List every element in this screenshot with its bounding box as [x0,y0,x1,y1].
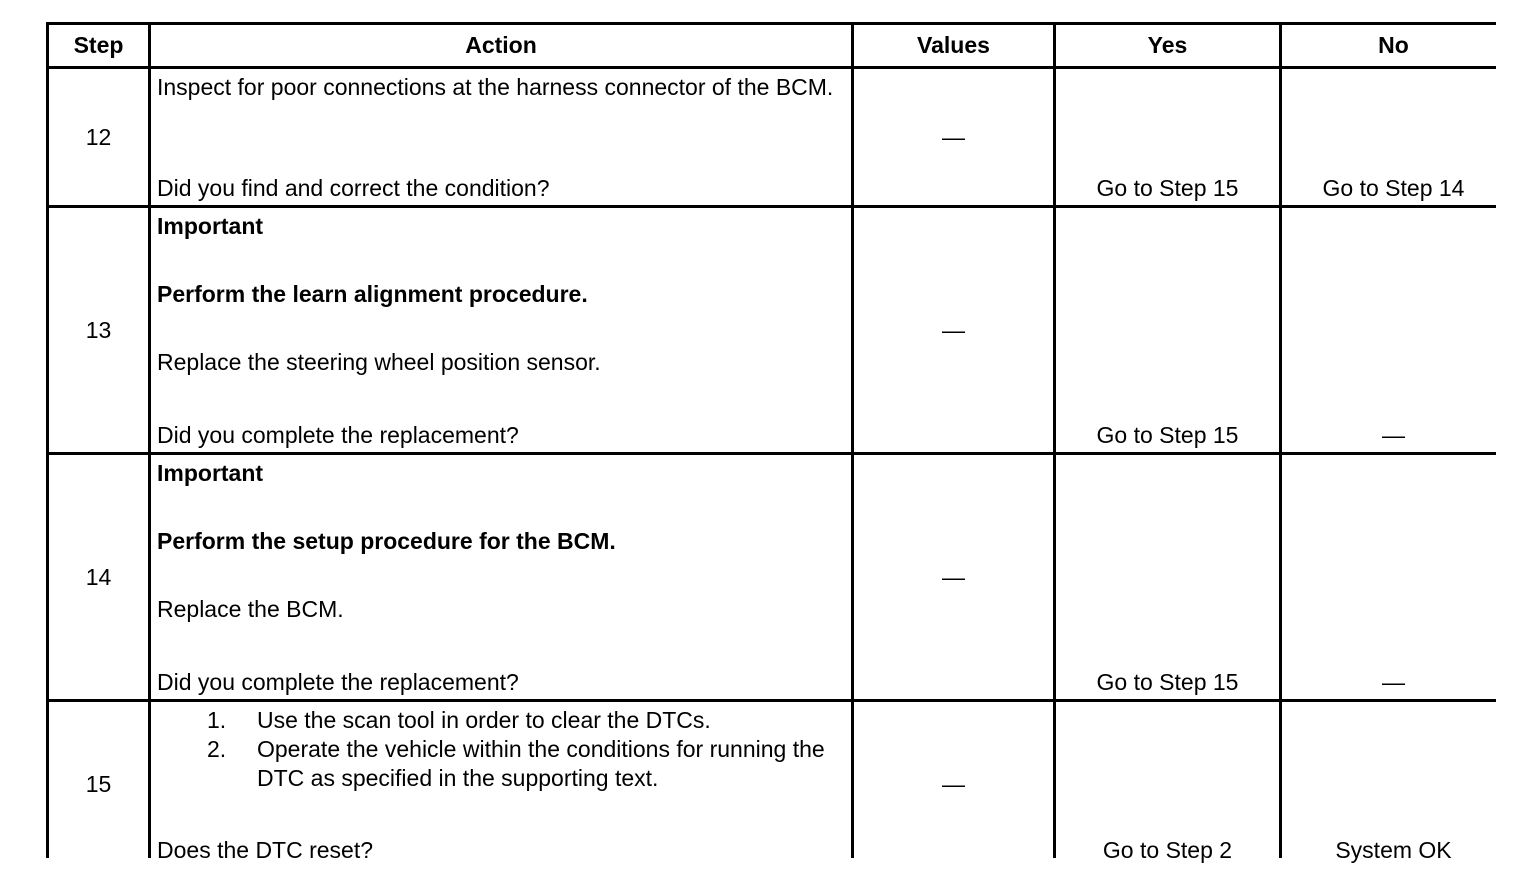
action-question: Did you complete the replacement? [157,422,519,448]
action-instruction: Inspect for poor connections at the harness connector of the BCM. [157,74,834,100]
no-outcome: — [1382,422,1405,448]
no-outcome: System OK [1335,837,1452,863]
header-values: Values [854,25,1053,66]
header-no: No [1282,25,1505,66]
no-cell [1282,455,1505,699]
action-instruction: Replace the steering wheel position sensor. [157,349,601,375]
header-step: Step [49,25,148,66]
header-yes: Yes [1056,25,1279,66]
list-item [157,706,845,735]
action-question: Did you complete the replacement? [157,669,519,695]
step-number: 15 [49,702,148,867]
values-cell: — [854,208,1053,452]
values-cell: — [854,702,1053,867]
action-question: Does the DTC reset? [157,837,374,863]
list-item [157,735,845,793]
header-action: Action [151,25,851,66]
yes-outcome: Go to Step 15 [1096,175,1239,201]
no-outcome: Go to Step 14 [1322,175,1465,201]
no-cell [1282,69,1505,205]
important-label: Important [157,213,264,239]
no-cell [1282,208,1505,452]
yes-cell [1056,702,1279,867]
yes-outcome: Go to Step 15 [1096,422,1239,448]
action-question: Did you find and correct the condition? [157,175,550,201]
action-cell [151,208,851,452]
action-instruction: Replace the BCM. [157,596,344,622]
yes-outcome: Go to Step 15 [1096,669,1239,695]
important-label: Important [157,460,264,486]
yes-cell [1056,69,1279,205]
important-note: Perform the learn alignment procedure. [157,281,588,307]
diagnostic-table [46,22,1496,863]
no-outcome: — [1382,669,1405,695]
important-note: Perform the setup procedure for the BCM. [157,528,616,554]
yes-cell [1056,208,1279,452]
list-item-text: Operate the vehicle within the conditions for running the DTC as specified in the supporting text. [257,736,825,791]
action-cell [151,702,851,867]
action-cell [151,455,851,699]
list-item-number: 2. [207,736,227,762]
numbered-list [157,706,845,793]
list-item-number: 1. [207,707,227,733]
step-number: 12 [49,69,148,205]
yes-cell [1056,455,1279,699]
no-cell [1282,702,1505,867]
step-number: 13 [49,208,148,452]
action-cell [151,69,851,205]
list-item-text: Use the scan tool in order to clear the DTCs. [257,707,711,733]
step-number: 14 [49,455,148,699]
yes-outcome: Go to Step 2 [1102,837,1233,863]
values-cell: — [854,455,1053,699]
values-cell: — [854,69,1053,205]
